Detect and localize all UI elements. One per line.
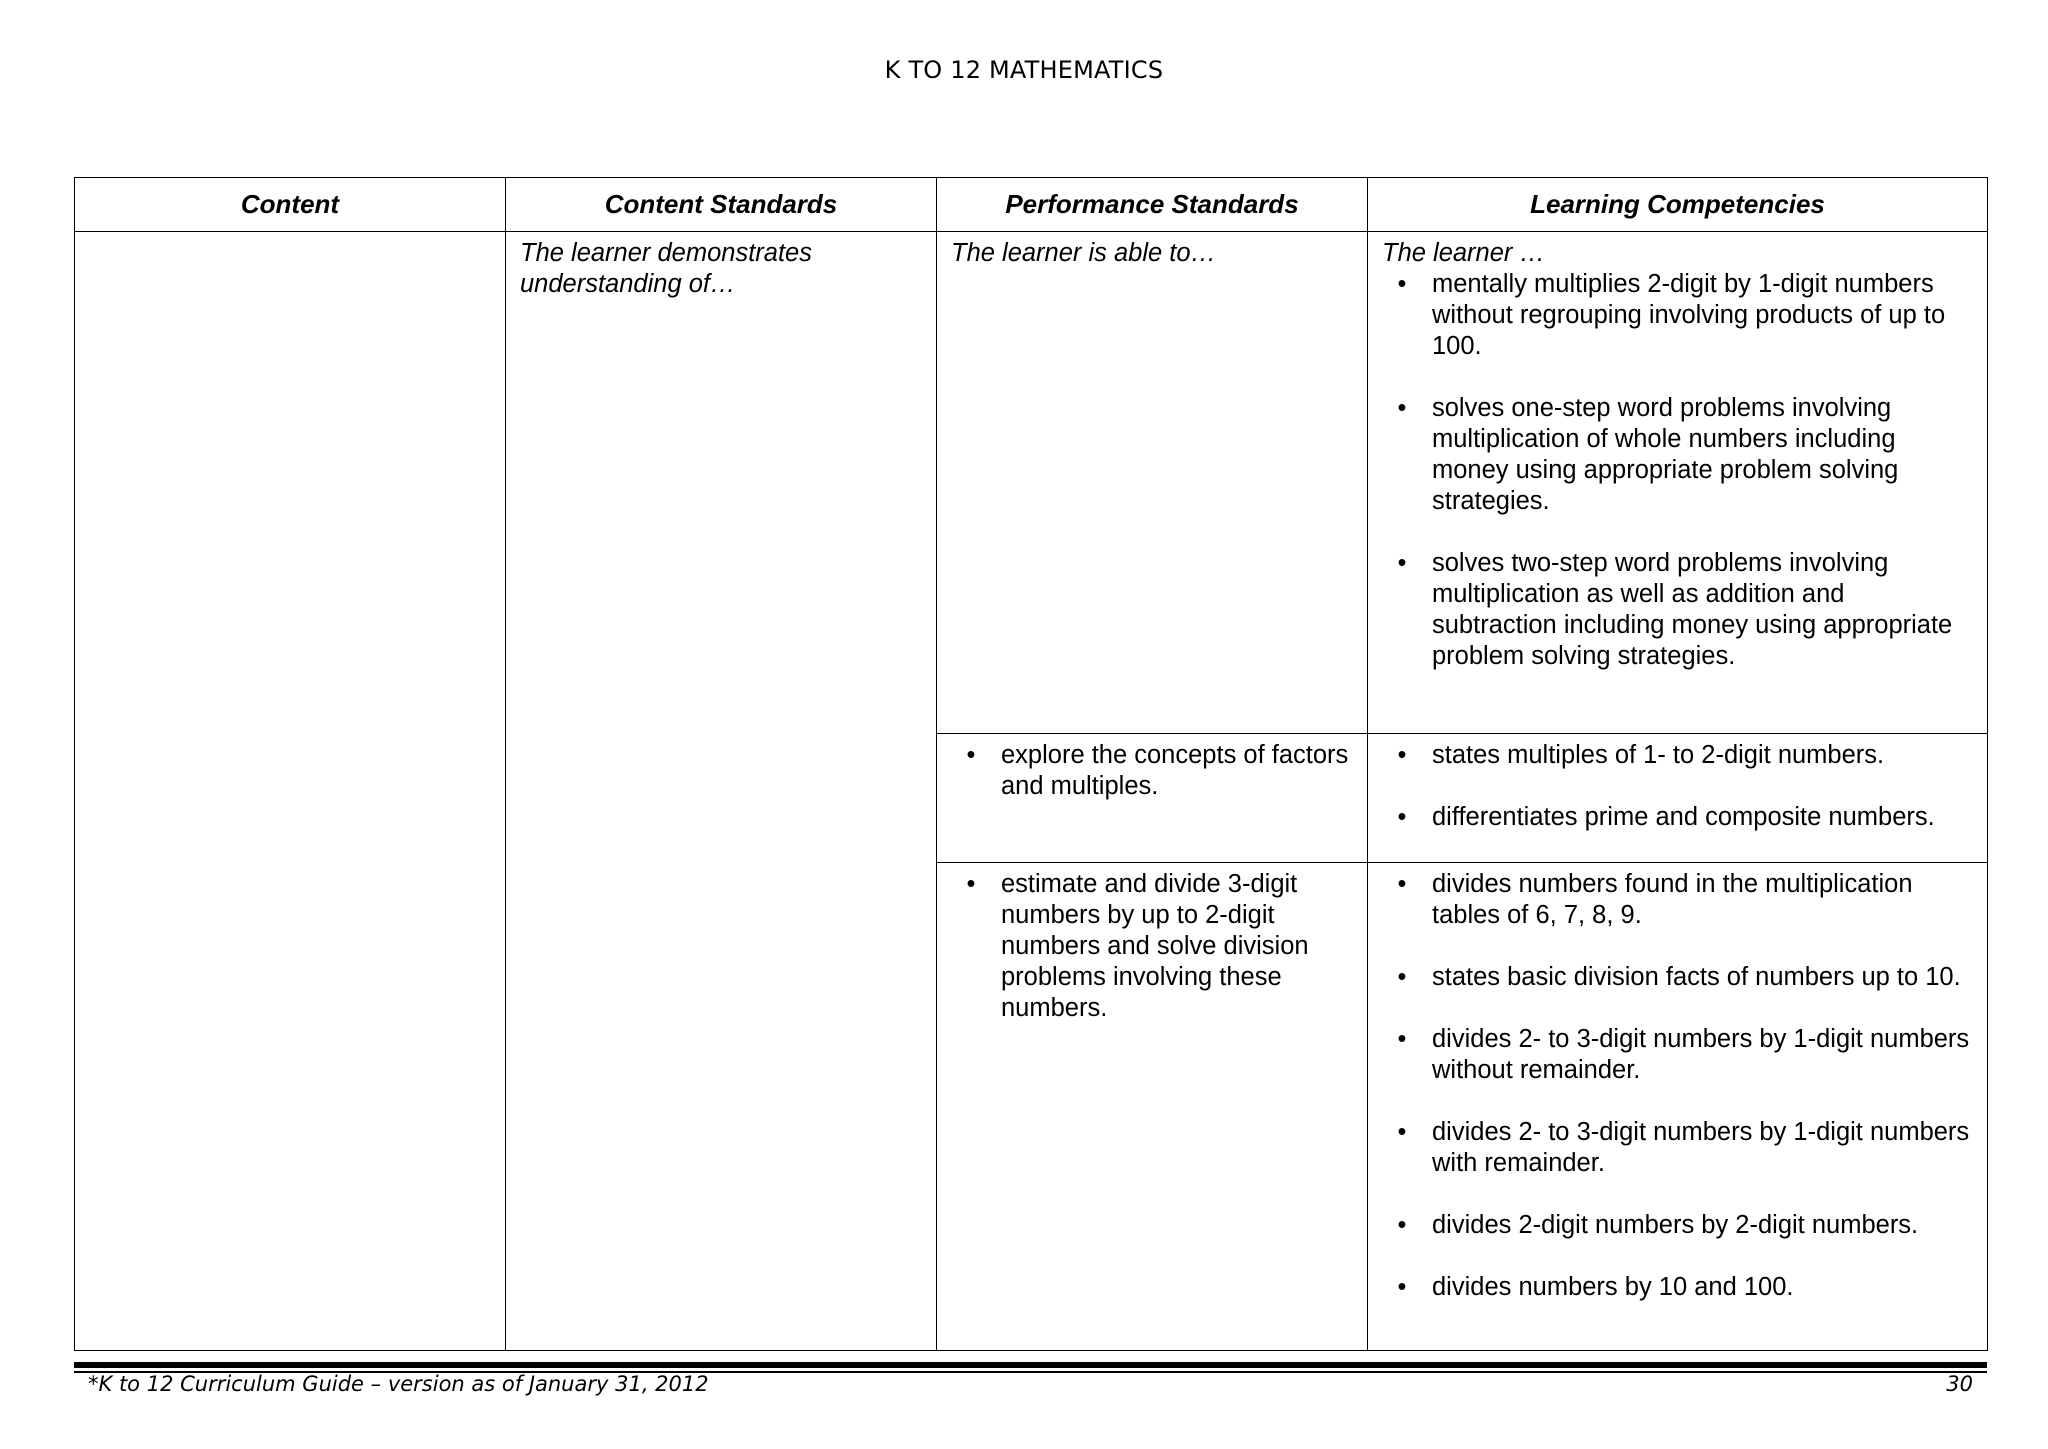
list-item: • divides numbers by 10 and 100. — [1382, 1272, 1973, 1303]
list-item: • divides 2- to 3-digit numbers by 1-digit numbers with remainder. — [1382, 1117, 1973, 1179]
list-item: • differentiates prime and composite numbers. — [1382, 802, 1973, 833]
bullet-icon: • — [1397, 963, 1407, 991]
column-header-learning-competencies: Learning Competencies — [1368, 178, 1988, 232]
list-item: • explore the concepts of factors and multiples. — [951, 740, 1353, 802]
page-number: 30 — [1946, 1372, 1973, 1396]
column-header-content-standards: Content Standards — [506, 178, 937, 232]
performance-list — [951, 869, 1353, 1024]
competency-list — [1382, 269, 1973, 672]
content-cell — [75, 232, 506, 1351]
competency-list — [1382, 740, 1973, 833]
learning-competencies-intro: The learner … — [1382, 239, 1545, 267]
performance-standards-cell — [937, 863, 1368, 1351]
bullet-icon: • — [966, 870, 976, 898]
bullet-icon: • — [1397, 1025, 1407, 1053]
content-standards-intro: The learner demonstrates understanding of… — [520, 239, 812, 298]
bullet-icon: • — [1397, 394, 1407, 422]
table-header-row — [75, 178, 1988, 232]
list-item: • solves one-step word problems involving multiplication of whole numbers including money using appropriate problem solving strategies. — [1382, 393, 1973, 517]
performance-list — [951, 740, 1353, 802]
footer-divider — [74, 1362, 1987, 1368]
bullet-icon: • — [1397, 870, 1407, 898]
table-row — [75, 232, 1988, 734]
bullet-icon: • — [966, 741, 976, 769]
list-item: • divides 2- to 3-digit numbers by 1-digit numbers without remainder. — [1382, 1024, 1973, 1086]
column-header-content: Content — [75, 178, 506, 232]
curriculum-table — [74, 177, 1988, 1351]
page-title: K TO 12 MATHEMATICS — [884, 56, 1164, 84]
bullet-icon: • — [1397, 549, 1407, 577]
content-standards-cell — [506, 232, 937, 1351]
performance-standards-cell — [937, 232, 1368, 734]
bullet-icon: • — [1397, 1273, 1407, 1301]
list-item: • divides numbers found in the multiplication tables of 6, 7, 8, 9. — [1382, 869, 1973, 931]
column-header-performance-standards: Performance Standards — [937, 178, 1368, 232]
performance-standards-intro: The learner is able to… — [951, 239, 1217, 267]
list-item: • states multiples of 1- to 2-digit numbers. — [1382, 740, 1973, 771]
list-item: • states basic division facts of numbers up to 10. — [1382, 962, 1973, 993]
competency-list — [1382, 869, 1973, 1303]
footer-version-note: *K to 12 Curriculum Guide – version as of January 31, 2012 — [88, 1372, 709, 1396]
bullet-icon: • — [1397, 1118, 1407, 1146]
list-item: • estimate and divide 3-digit numbers by up to 2-digit numbers and solve division problems involving these numbers. — [951, 869, 1353, 1024]
list-item: • mentally multiplies 2-digit by 1-digit numbers without regrouping involving products of up to 100. — [1382, 269, 1973, 362]
list-item: • divides 2-digit numbers by 2-digit numbers. — [1382, 1210, 1973, 1241]
bullet-icon: • — [1397, 803, 1407, 831]
performance-standards-cell — [937, 734, 1368, 863]
bullet-icon: • — [1397, 1211, 1407, 1239]
learning-competencies-cell — [1368, 863, 1988, 1351]
list-item: • solves two-step word problems involving multiplication as well as addition and subtraction including money using appropriate problem solving strategies. — [1382, 548, 1973, 672]
learning-competencies-cell — [1368, 734, 1988, 863]
bullet-icon: • — [1397, 741, 1407, 769]
bullet-icon: • — [1397, 270, 1407, 298]
learning-competencies-cell — [1368, 232, 1988, 734]
